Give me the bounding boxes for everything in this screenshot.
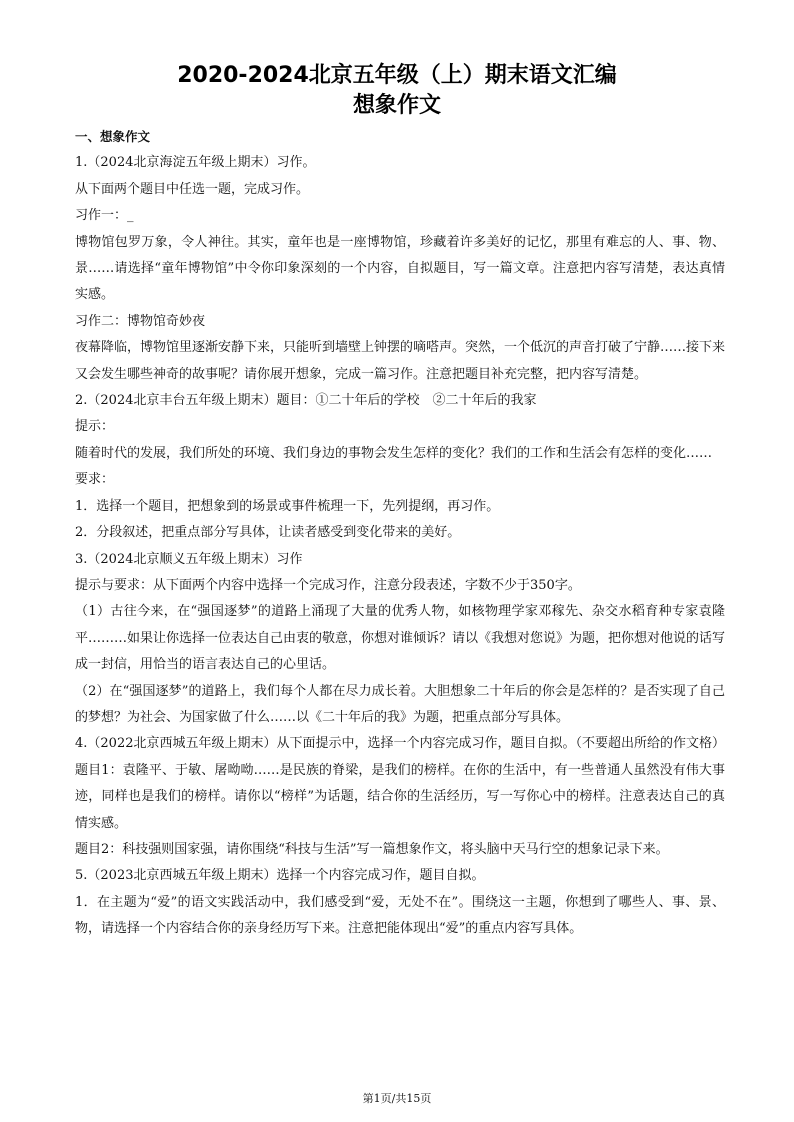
page-number: 第1页/共15页 <box>362 1092 432 1105</box>
question-1-option-2-label: 习作二：博物馆奇妙夜 <box>75 313 206 329</box>
question-5-option-1: 1．在主题为“爱”的语文实践活动中，我们感受到“爱，无处不在”。围绕这一主题，你想到了哪些人、事、景、物，请选择一个内容结合你的亲身经历写下来。注意把能体现出“爱”的重点内容写具体。 <box>75 894 725 937</box>
document-title: 2020-2024北京五年级（上）期末语文汇编 <box>177 63 617 88</box>
document-subtitle: 想象作文 <box>352 93 441 118</box>
question-3-header: 3.（2024北京顺义五年级上期末）习作 <box>75 551 303 567</box>
question-4-topic-2: 题目2：科技强则国家强，请你围绕“科技与生活”写一篇想象作文，将头脑中天马行空的想象记录下来。 <box>75 841 669 857</box>
question-1-instruction: 从下面两个题目中任选一题，完成习作。 <box>75 181 310 197</box>
question-2-requirements-label: 要求： <box>75 472 115 488</box>
question-3-instruction: 提示与要求：从下面两个内容中选择一个完成习作，注意分段表述，字数不少于350字。 <box>75 577 581 593</box>
question-1-option-1-text: 博物馆包罗万象，令人神往。其实，童年也是一座博物馆，珍藏着许多美好的记忆，那里有难忘的人、事、物、景……请选择“童年博物馆”中令你印象深刻的一个内容，自拟题目，写一篇文章。注意把内容写清楚，表达真情实感。 <box>75 234 725 303</box>
question-3-option-2: （2）在“强国逐梦”的道路上，我们每个人都在尽力成长着。大胆想象二十年后的你会是怎样的？是否实现了自己的梦想？为社会、为国家做了什么……以《二十年后的我》为题，把重点部分写具体。 <box>75 683 725 725</box>
section-heading: 一、想象作文 <box>75 129 151 144</box>
question-5-header: 5.（2023北京西城五年级上期末）选择一个内容完成习作，题目自拟。 <box>75 868 485 884</box>
question-2-hint-text: 随着时代的发展，我们所处的环境、我们身边的事物会发生怎样的变化？我们的工作和生活会有怎样的变化…… <box>75 445 713 461</box>
document-body <box>75 124 725 943</box>
question-2-requirement-1: 1．选择一个题目，把想象到的场景或事件梳理一下，先列提纲，再习作。 <box>75 498 500 514</box>
question-2-hint-label: 提示： <box>75 419 115 435</box>
question-2-header: 2.（2024北京丰台五年级上期末）题目：①二十年后的学校 ②二十年后的我家 <box>75 393 537 409</box>
question-4-topic-1: 题目1：袁隆平、于敏、屠呦呦……是民族的脊梁，是我们的榜样。在你的生活中，有一些普通人虽然没有伟大事迹，同样也是我们的榜样。请你以“榜样”为话题，结合你的生活经历，写一写你心中的榜样。注意表达自己的真情实感。 <box>75 762 725 831</box>
question-2-requirement-2: 2．分段叙述，把重点部分写具体，让读者感受到变化带来的美好。 <box>75 525 461 541</box>
question-1-header: 1.（2024北京海淀五年级上期末）习作。 <box>75 155 316 171</box>
question-1-option-2-text: 夜幕降临，博物馆里逐渐安静下来，只能听到墙壁上钟摆的嘀嗒声。突然，一个低沉的声音打破了宁静……接下来又会发生哪些神奇的故事呢？请你展开想象，完成一篇习作。注意把题目补充完整，把内容写清楚。 <box>75 340 726 382</box>
question-4-header: 4.（2022北京西城五年级上期末）从下面提示中，选择一个内容完成习作，题目自拟。（不要超出所给的作文格） <box>75 736 725 752</box>
question-3-option-1: （1）古往今来，在“强国逐梦”的道路上涌现了大量的优秀人物，如核物理学家邓稼先、杂交水稻育种专家袁隆平………如果让你选择一位表达自己由衷的敬意，你想对谁倾诉？请以《我想对您说》为题，把你想对他说的话写成一封信，用恰当的语言表达自己的心里话。 <box>75 604 726 673</box>
question-1-option-1-label: 习作一：_ <box>75 208 134 224</box>
